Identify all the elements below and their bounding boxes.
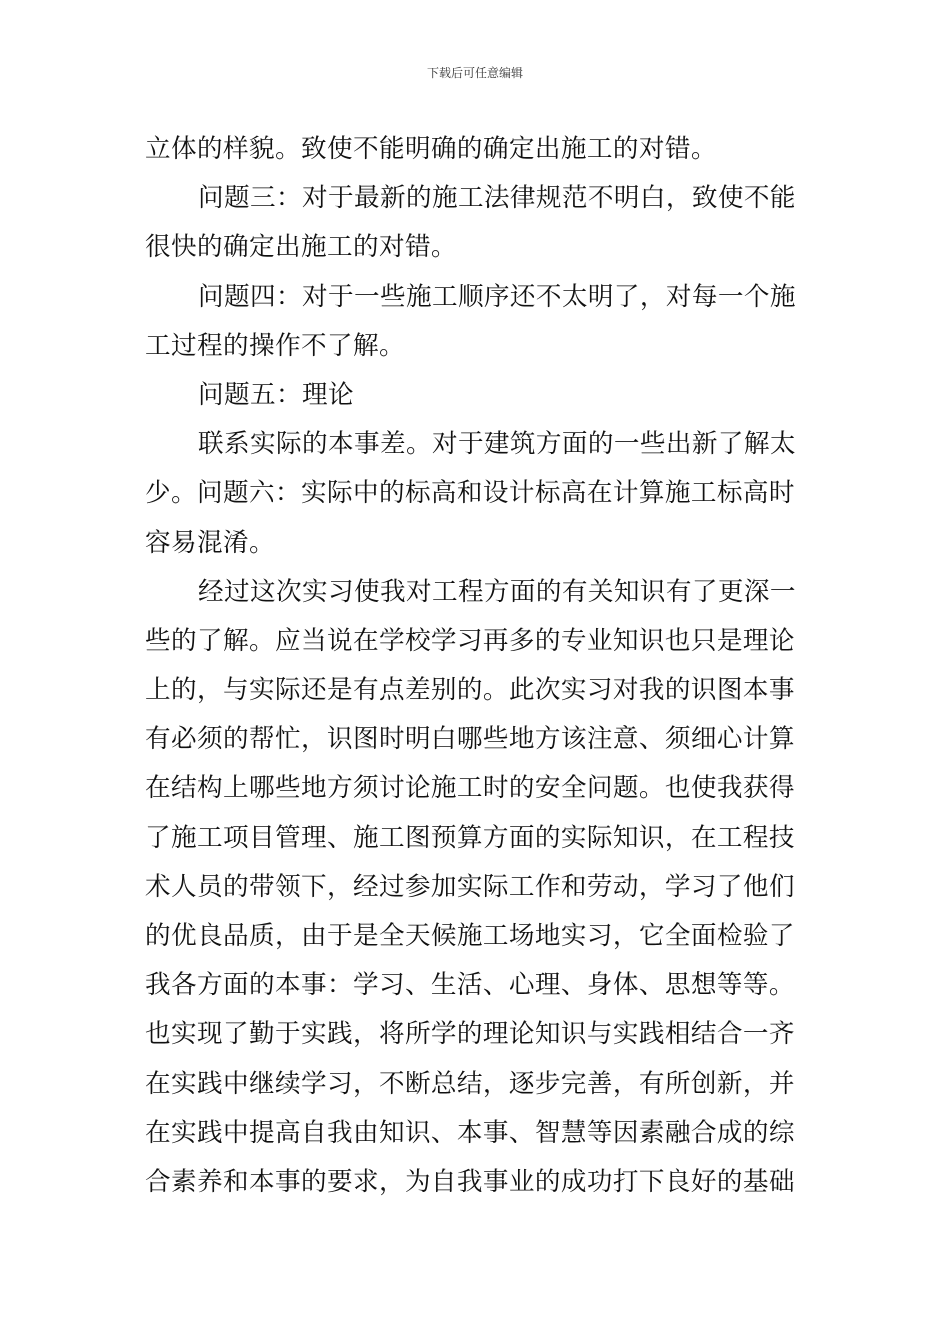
text-line: 了施工项目管理、施工图预算方面的实际知识，在工程技 [145, 822, 795, 853]
text-line: 工过程的操作不了解。 [145, 330, 405, 361]
text-line: 经过这次实习使我对工程方面的有关知识有了更深一 [198, 576, 796, 607]
text-line: 在实践中提高自我由知识、本事、智慧等因素融合成的综 [145, 1117, 795, 1148]
text-line: 也实现了勤于实践，将所学的理论知识与实践相结合一齐 [145, 1019, 795, 1050]
text-line: 的优良品质，由于是全天候施工场地实习，它全面检验了 [145, 921, 795, 951]
text-line: 立体的样貌。致使不能明确的确定出施工的对错。 [145, 134, 717, 164]
text-line: 有必须的帮忙，识图时明白哪些地方该注意、须细心计算 [145, 724, 795, 755]
text-line: 容易混淆。 [145, 527, 275, 558]
text-line: 我各方面的本事：学习、生活、心理、身体、思想等等。 [145, 970, 795, 1001]
text-line: 很快的确定出施工的对错。 [145, 232, 457, 263]
text-line: 些的了解。应当说在学校学习再多的专业知识也只是理论 [145, 625, 795, 656]
page-header: 下载后可任意编辑 [426, 66, 523, 80]
document-body [145, 125, 807, 1207]
text-line: 问题三：对于最新的施工法律规范不明白，致使不能 [198, 183, 796, 214]
text-line: 在结构上哪些地方须讨论施工时的安全问题。也使我获得 [145, 773, 795, 804]
text-line: 问题四：对于一些施工顺序还不太明了，对每一个施 [198, 281, 796, 312]
text-line: 在实践中继续学习，不断总结，逐步完善，有所创新，并 [145, 1068, 795, 1099]
text-line: 问题五：理论 [198, 379, 354, 410]
text-line: 少。问题六：实际中的标高和设计标高在计算施工标高时 [145, 478, 795, 509]
text-line: 合素养和本事的要求，为自我事业的成功打下良好的基础 [145, 1166, 795, 1197]
text-line: 术人员的带领下，经过参加实际工作和劳动，学习了他们 [145, 871, 795, 902]
text-line: 上的，与实际还是有点差别的。此次实习对我的识图本事 [145, 675, 795, 706]
text-line: 联系实际的本事差。对于建筑方面的一些出新了解太 [198, 429, 796, 460]
